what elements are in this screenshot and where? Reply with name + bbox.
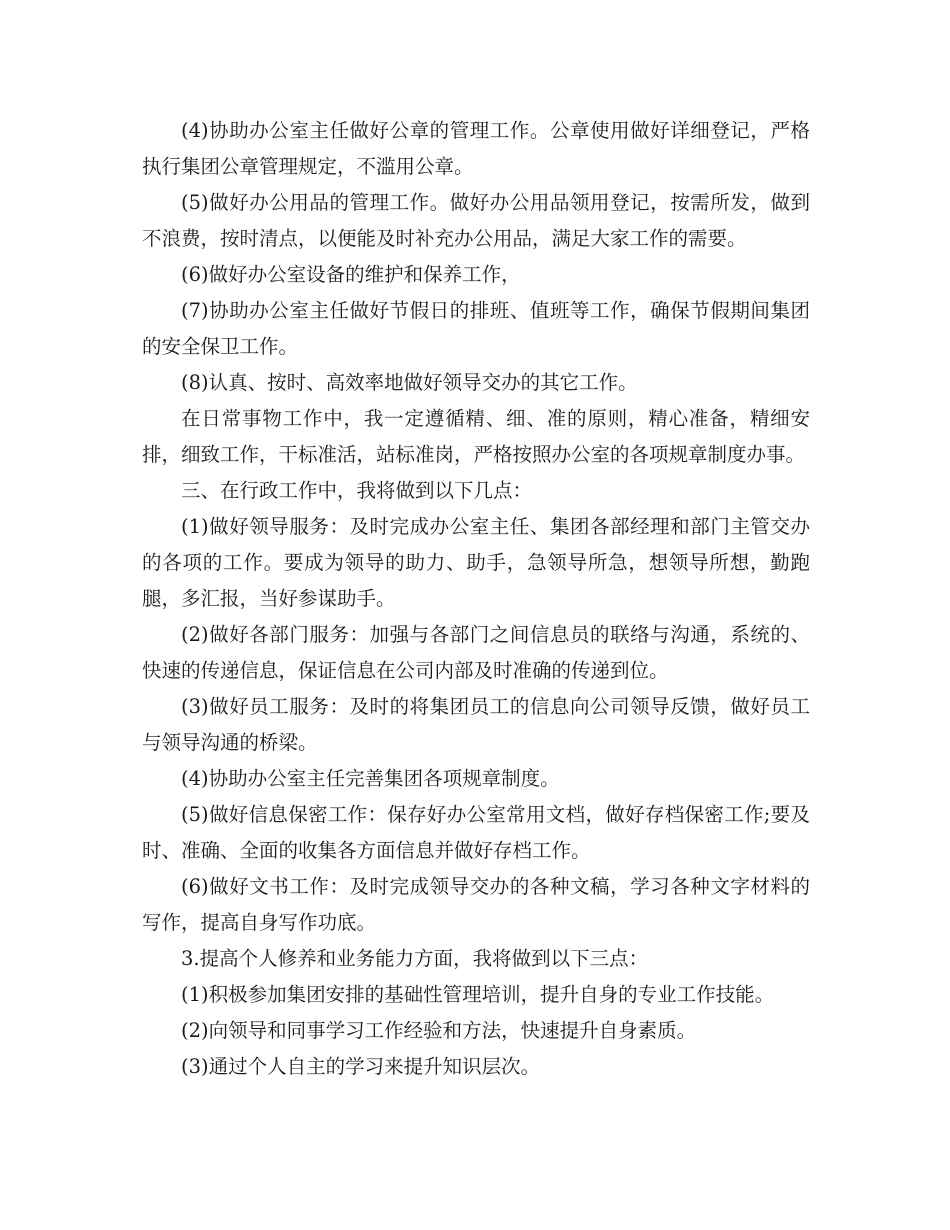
paragraph-1-leadership-service: (1)做好领导服务：及时完成办公室主任、集团各部经理和部门主管交办的各项的工作。要成为领导的助力、助手，急领导所急，想领导所想，勤跑腿，多汇报，当好参谋助手。 — [142, 515, 810, 610]
section-heading-administration: 三、在行政工作中，我将做到以下几点： — [181, 479, 533, 502]
paragraph-4-regulations: (4)协助办公室主任完善集团各项规章制度。 — [181, 767, 560, 790]
paragraph-1-training: (1)积极参加集团安排的基础性管理培训，提升自身的专业工作技能。 — [181, 983, 775, 1006]
paragraph-5-confidentiality: (5)做好信息保密工作：保存好办公室常用文档，做好存档保密工作;要及时、准确、全面的收集各方面信息并做好存档工作。 — [142, 803, 810, 862]
paragraph-2-learn-from-colleagues: (2)向领导和同事学习工作经验和方法，快速提升自身素质。 — [181, 1019, 697, 1042]
paragraph-3-self-study: (3)通过个人自主的学习来提升知识层次。 — [181, 1055, 541, 1078]
paragraph-5-office-supplies: (5)做好办公用品的管理工作。做好办公用品领用登记，按需所发，做到不浪费，按时清点，以便能及时补充办公用品，满足大家工作的需要。 — [142, 191, 810, 250]
paragraph-8-other-tasks: (8)认真、按时、高效率地做好领导交办的其它工作。 — [181, 371, 638, 394]
paragraph-6-equipment-maintenance: (6)做好办公室设备的维护和保养工作， — [181, 263, 521, 286]
section-heading-self-improvement: 3.提高个人修养和业务能力方面，我将做到以下三点： — [181, 947, 649, 970]
document-body — [142, 113, 810, 1085]
paragraph-3-employee-service: (3)做好员工服务：及时的将集团员工的信息向公司领导反馈，做好员工与领导沟通的桥梁。 — [142, 695, 810, 754]
paragraph-4-seal-management: (4)协助办公室主任做好公章的管理工作。公章使用做好详细登记，严格执行集团公章管理规定，不滥用公章。 — [142, 119, 810, 178]
paragraph-6-clerical-work: (6)做好文书工作：及时完成领导交办的各种文稿，学习各种文字材料的写作，提高自身写作功底。 — [142, 875, 810, 934]
paragraph-7-holiday-duty: (7)协助办公室主任做好节假日的排班、值班等工作，确保节假期间集团的安全保卫工作。 — [142, 299, 810, 358]
paragraph-2-department-service: (2)做好各部门服务：加强与各部门之间信息员的联络与沟通，系统的、快速的传递信息，保证信息在公司内部及时准确的传递到位。 — [142, 623, 810, 682]
paragraph-daily-affairs-summary: 在日常事物工作中，我一定遵循精、细、准的原则，精心准备，精细安排，细致工作，干标准活，站标准岗，严格按照办公室的各项规章制度办事。 — [142, 407, 810, 466]
